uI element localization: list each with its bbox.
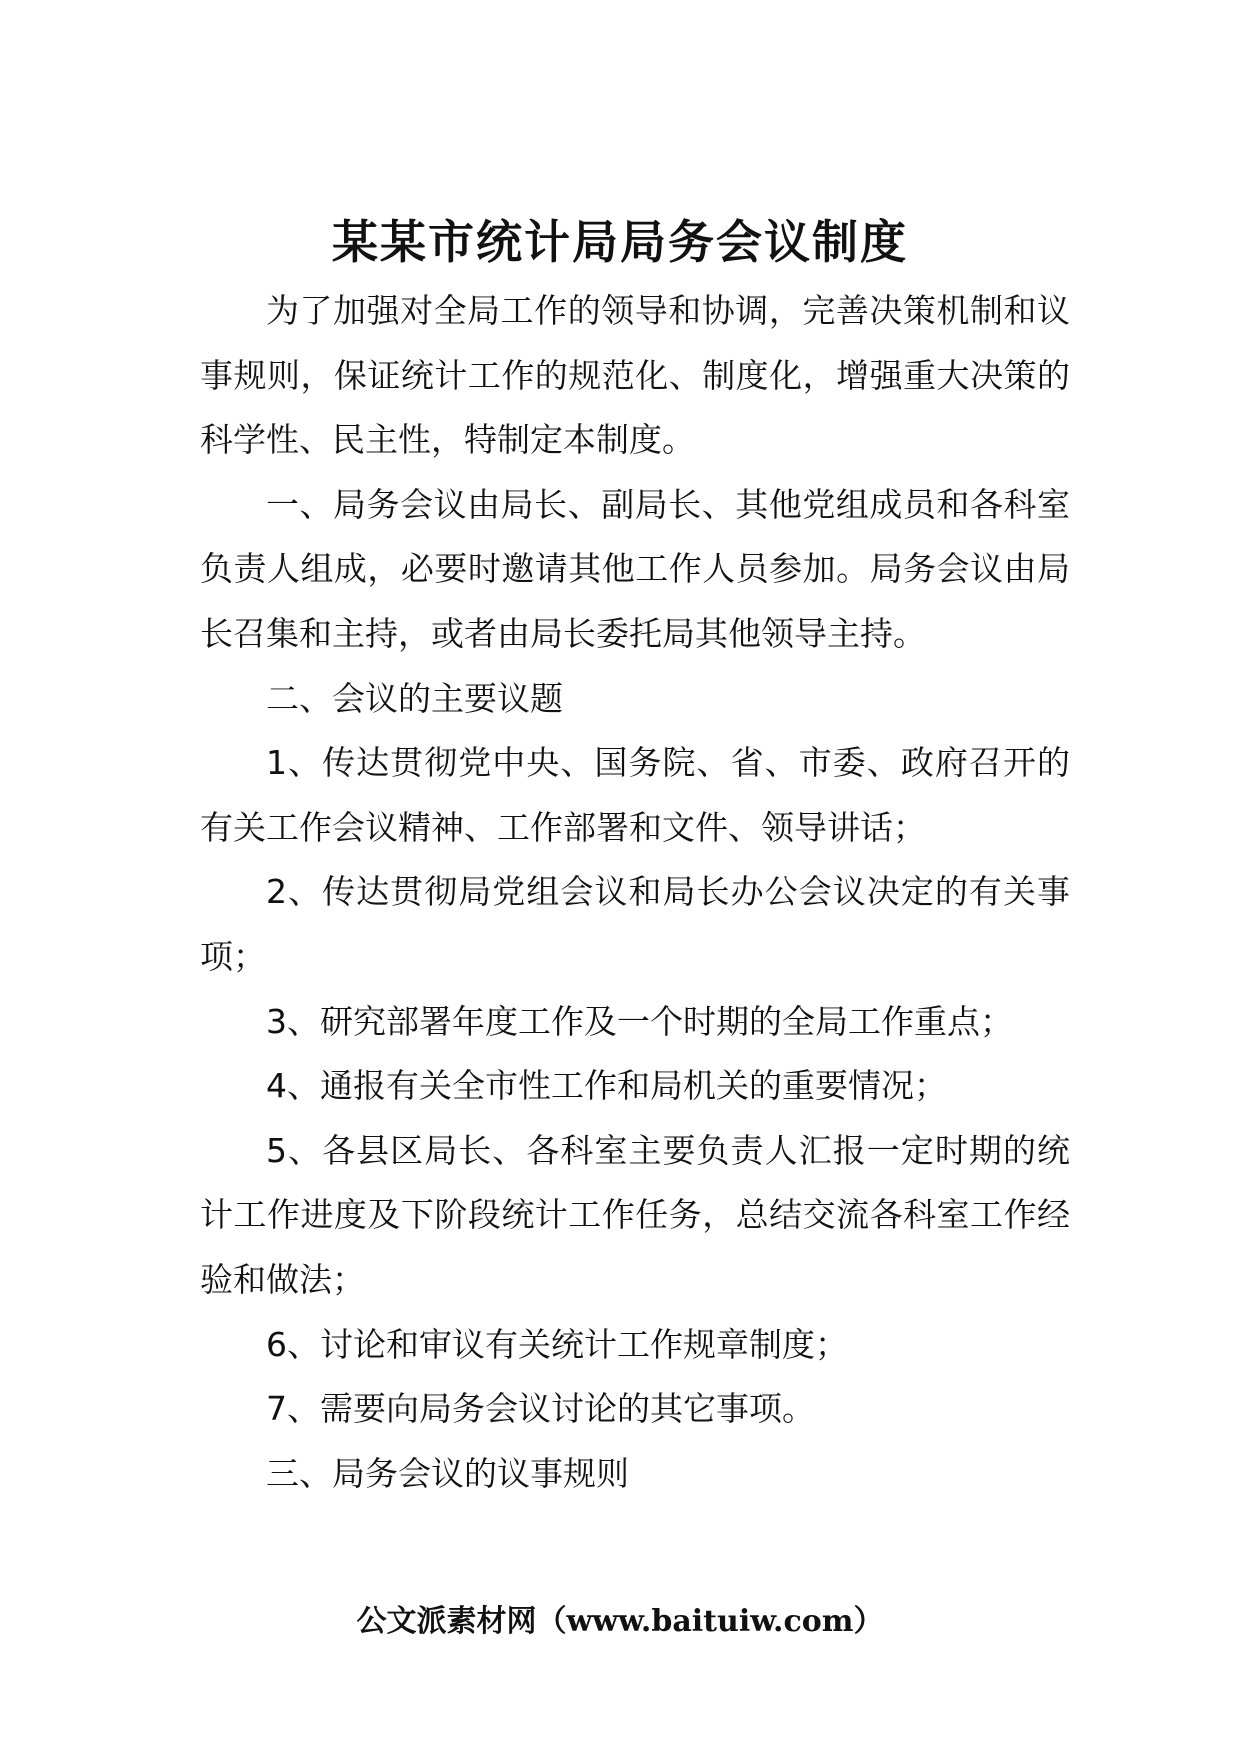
paragraph-item-2: 2、传达贯彻局党组会议和局长办公会议决定的有关事项； [200, 872, 1070, 976]
document-title: 某某市统计局局务会议制度 [332, 215, 908, 269]
paragraph-section-3-heading: 三、局务会议的议事规则 [266, 1453, 629, 1493]
paragraph-item-4: 4、通报有关全市性工作和局机关的重要情况； [266, 1066, 947, 1106]
paragraph-section-2-heading: 二、会议的主要议题 [266, 678, 563, 718]
paragraph-item-3: 3、研究部署年度工作及一个时期的全局工作重点； [266, 1001, 1013, 1041]
paragraph-intro: 为了加强对全局工作的领导和协调，完善决策机制和议事规则，保证统计工作的规范化、制度化，增强重大决策的科学性、民主性，特制定本制度。 [200, 291, 1070, 460]
paragraph-item-7: 7、需要向局务会议讨论的其它事项。 [266, 1389, 815, 1429]
paragraph-section-1: 一、局务会议由局长、副局长、其他党组成员和各科室负责人组成，必要时邀请其他工作人员参加。局务会议由局长召集和主持，或者由局长委托局其他领导主持。 [200, 484, 1070, 653]
paragraph-item-6: 6、讨论和审议有关统计工作规章制度； [266, 1324, 848, 1364]
paragraph-item-5: 5、各县区局长、各科室主要负责人汇报一定时期的统计工作进度及下阶段统计工作任务，总结交流各科室工作经验和做法； [200, 1130, 1070, 1299]
footer-source: 公文派素材网（www.baituiw.com） [356, 1604, 884, 1639]
paragraph-item-1: 1、传达贯彻党中央、国务院、省、市委、政府召开的有关工作会议精神、工作部署和文件、领导讲话； [200, 743, 1070, 847]
document-body [200, 279, 1070, 1506]
